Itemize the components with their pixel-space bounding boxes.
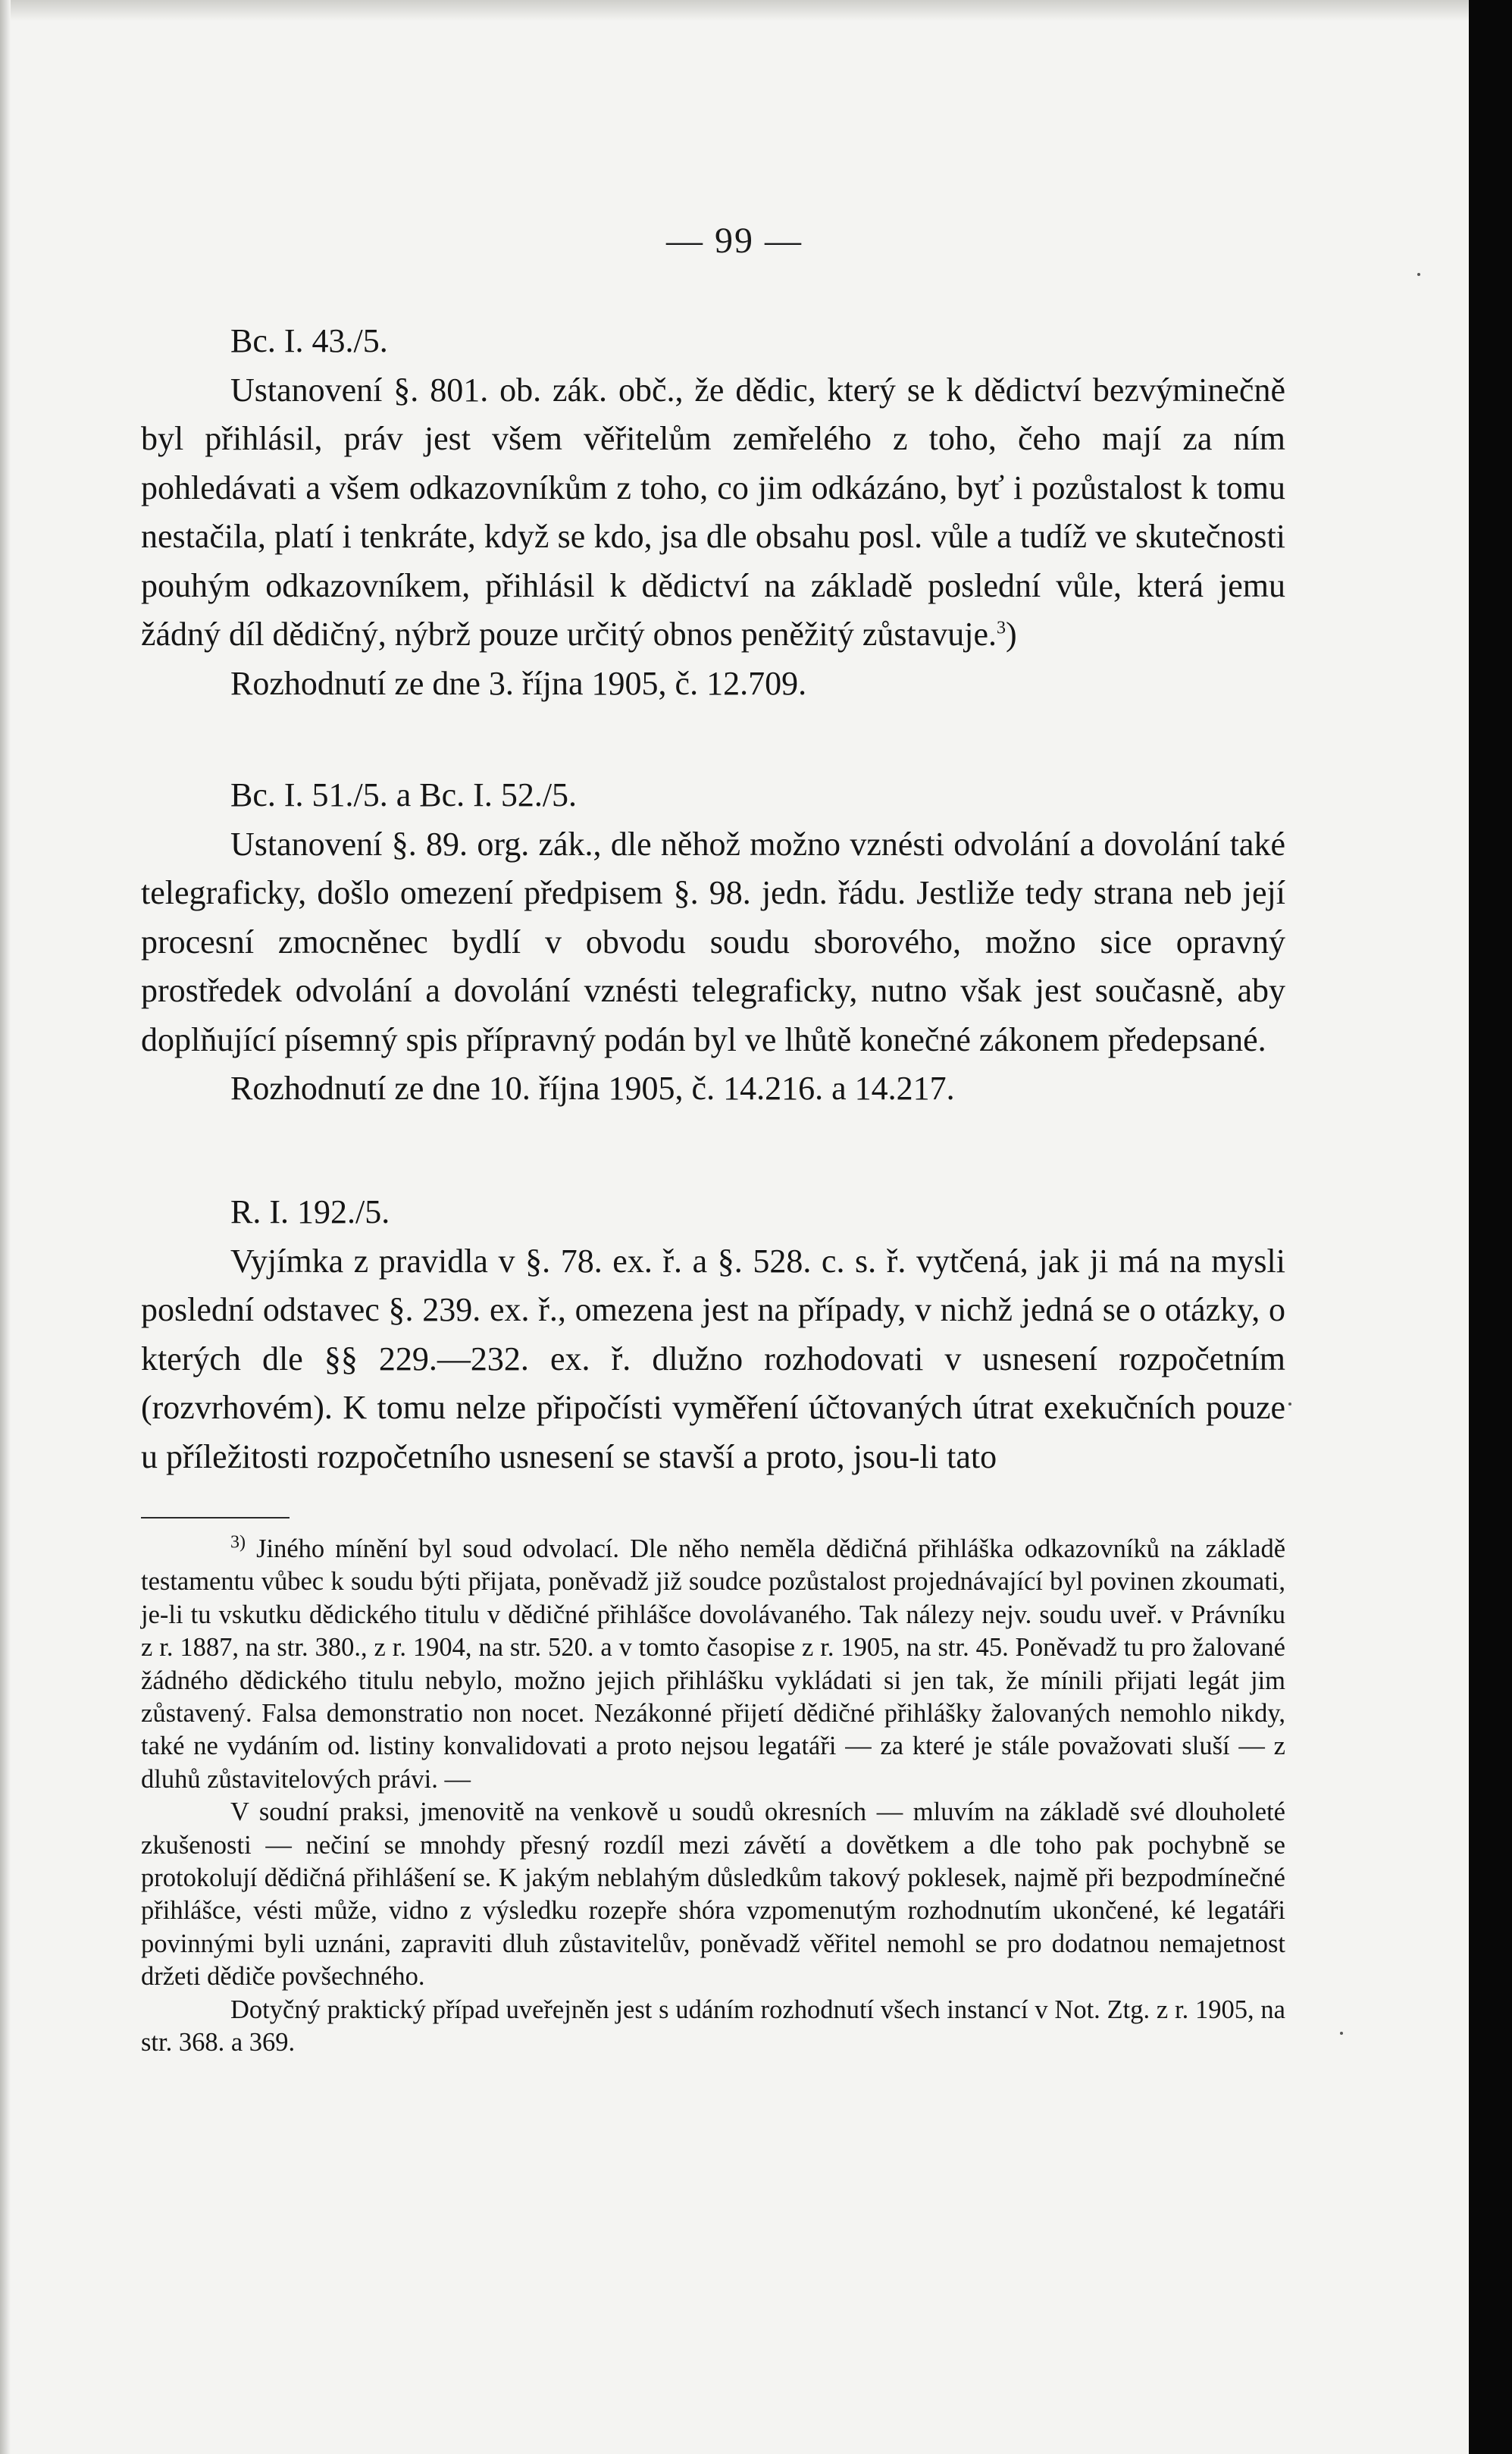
section-3: [141, 1188, 1285, 1481]
scan-speck: [1288, 1403, 1291, 1406]
page-number: — 99 —: [666, 221, 803, 261]
scan-border: [1469, 0, 1512, 2454]
footnote-paragraph: Dotyčný praktický případ uveřejněn jest s udáním rozhodnutí všech instancí v Not. Ztg. z r. 1905, na str. 368. a 369.: [141, 1995, 1285, 2058]
section-text: Vyjímka z pravidla v §. 78. ex. ř. a §. 528. c. s. ř. vytčená, jak ji má na mysli poslední odstavec §. 239. ex. ř., omezena jest na případy, v nichž jedná se o otázky, o kterých dle §§ 229.—232. ex. ř. dlužno rozhodovati v usnesení rozpočetním (rozvrhovém). K tomu nelze připočísti vyměření účtovaných útrat exekučních pouze u příležitosti rozpočetního usnesení se stavší a proto, jsou-li tato: [141, 1242, 1285, 1475]
decision-date: Rozhodnutí ze dne 10. října 1905, č. 14.216. a 14.217.: [230, 1070, 955, 1107]
section-2: [141, 771, 1285, 1114]
case-reference: Bc. I. 51./5. a Bc. I. 52./5.: [230, 776, 578, 813]
decision-date: Rozhodnutí ze dne 3. října 1905, č. 12.709.: [230, 664, 807, 702]
section-text: Ustanovení §. 801. ob. zák. obč., že dědic, který se k dědictví bezvýminečně byl přihlásil, práv jest všem věřitelům zemřelého z toho, čeho mají za ním pohledávati a všem odkazovníkům z toho, co jim odkázáno, byť i pozůstalost k tomu nestačila, platí i tenkráte, když se kdo, jsa dle obsahu posl. vůle a tudíž ve skutečnosti pouhým odkazovníkem, přihlásil k dědictví na základě poslední vůle, která jemu žádný díl dědičný, nýbrž pouze určitý obnos peněžitý zůstavuje.$^3$): [141, 371, 1285, 653]
footnote-separator: [141, 1517, 290, 1518]
scan-speck: [1340, 2032, 1343, 2035]
scan-speck: [1417, 273, 1420, 276]
footnote-paragraph: $^{3)}$ Jiného mínění byl soud odvolací. Dle něho neměla dědičná přihláška odkazovníků na základě testamentu vůbec k soudu býti přijata, poněvadž již soudce pozůstalost projednávající byl povinen zkoumati, je-li tu vskutku dědického titulu v dědičné přihlášce dovolávaného. Tak nálezy nejv. soudu uveř. v Právníku z r. 1887, na str. 380., z r. 1904, na str. 520. a v tomto časopise z r. 1905, na str. 45. Poněvadž tu pro žalované žádného dědického titulu nebylo, možno jejich přihlášku vykládati si jen tak, že mínili přijati legát jim zůstavený. Falsa demonstratio non nocet. Nezákonné přijetí dědičné přihlášky žalovaných nemohlo nikdy, také ne vydáním od. listiny konvalidovati a proto nejsou legatáři — za které je stále považovati sluší — z dluhů zůstavitelových právi. —: [141, 1532, 1286, 1794]
page-edge-shadow-left: [0, 0, 11, 2454]
case-reference: R. I. 192./5.: [230, 1193, 390, 1230]
case-reference: Bc. I. 43./5.: [230, 322, 388, 359]
footnote: [141, 1533, 1285, 2060]
page-edge-shadow: [0, 0, 1469, 21]
section-1: [141, 317, 1285, 708]
footnote-marker: 3): [230, 1532, 246, 1553]
footnote-paragraph: V soudní praksi, jmenovitě na venkově u soudů okresních — mluvím na základě své dlouholeté zkušenosti — nečiní se mnohdy přesný rozdíl mezi závětí a dovětkem a dle toho pak pochybně se protokolují dědičná přihlášení se. K jakým neblahým důsledkům takový poklesek, najmě při bezpodmínečné přihlášce, vésti může, vidno z výsledku rozepře shóra vzpomenutým rozhodnutím ukončené, ké legatáři povinnými byli uznáni, zapraviti dluh zůstavitelův, poněvadž věřitel nemohl se pro dodatnou nemajetnost držeti dědiče povšechného.: [141, 1797, 1285, 1992]
footnote-marker: 3: [996, 618, 1006, 638]
section-text: Ustanovení §. 89. org. zák., dle něhož možno vznésti odvolání a dovolání také telegraficky, došlo omezení předpisem §. 98. jedn. řádu. Jestliže tedy strana neb její procesní zmocněnec bydlí v obvodu soudu sborového, možno sice opravný prostředek odvolání a dovolání vznésti telegraficky, nutno však jest současně, aby doplňující písemný spis přípravný podán byl ve lhůtě konečné zákonem předepsané.: [141, 825, 1285, 1058]
